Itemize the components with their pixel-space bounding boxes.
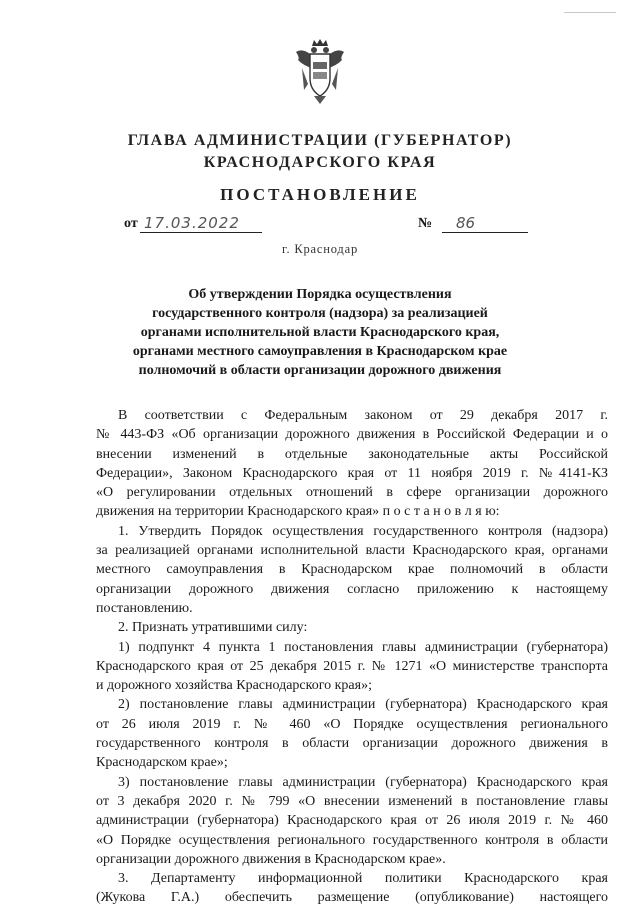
authority-line-2: КРАСНОДАРСКОГО КРАЯ — [203, 154, 437, 171]
city: г. Краснодар — [282, 242, 358, 256]
body-line: организации дорожного движения согласно приложению к настоящему — [96, 581, 608, 597]
body-line: постановлению. — [96, 600, 193, 616]
body-line: № 443-ФЗ «Об организации дорожного движения в Российской Федерации и о — [96, 427, 608, 443]
body-line: «О Порядке осуществления регионального государственного контроля в области — [96, 832, 608, 848]
title-line: органами местного самоуправления в Краснодарском крае — [132, 344, 508, 359]
body-line: от 3 декабря 2020 г. № 799 «О внесении изменений в постановление главы — [96, 793, 608, 809]
body-line: 1) подпункт 4 пункта 1 постановления главы администрации (губернатора) — [118, 639, 608, 655]
body-line: за реализацией органами исполнительной власти Краснодарского края, органами — [96, 543, 608, 559]
body-line: 3) постановление главы администрации (губернатора) Краснодарского края — [118, 774, 608, 790]
title-line: государственного контроля (надзора) за реализацией — [152, 306, 488, 321]
document-body — [96, 406, 608, 908]
number-value: 86 — [442, 214, 528, 233]
body-line: Краснодарского края от 25 декабря 2015 г. № 1271 «О министерстве транспорта — [96, 658, 608, 674]
body-line: от 26 июля 2019 г. № 460 «О Порядке осуществления регионального — [96, 716, 608, 732]
body-line: 1. Утвердить Порядок осуществления государственного контроля (надзора) — [118, 523, 608, 539]
issuing-authority — [0, 130, 640, 174]
body-line: государственного контроля в области организации дорожного движения в — [96, 736, 608, 752]
number-prefix: № — [418, 216, 433, 231]
scan-corner-mark — [564, 12, 616, 13]
body-line: 2) постановление главы администрации (губернатора) Краснодарского края — [118, 697, 608, 713]
document-title — [80, 285, 560, 380]
body-line: администрации (губернатора) Краснодарского края от 26 июля 2019 г. № 460 — [96, 813, 608, 829]
body-line: В соответствии с Федеральным законом от 29 декабря 2017 г. — [118, 408, 608, 423]
body-line: Краснодарском крае»; — [96, 755, 228, 771]
body-line: и дорожного хозяйства Краснодарского края»; — [96, 678, 372, 694]
body-line: «О регулировании отдельных отношений в сфере организации дорожного — [96, 485, 608, 501]
body-line: 3. Департаменту информационной политики Краснодарского края — [118, 871, 608, 887]
body-line: 2. Признать утратившими силу: — [118, 620, 308, 636]
title-line: Об утверждении Порядка осуществления — [188, 287, 452, 302]
date-value: 17.03.2022 — [140, 214, 262, 233]
date-prefix: от — [124, 216, 138, 231]
body-line: (Жукова Г.А.) обеспечить размещение (опубликование) настоящего — [96, 890, 608, 906]
body-line: внесении изменений в отдельные законодательные акты Российской — [96, 446, 608, 462]
body-line: местного самоуправления в Краснодарском крае полномочий в области — [96, 562, 608, 578]
title-line: полномочий в области организации дорожного движения — [138, 363, 502, 378]
date-number-row — [124, 214, 524, 236]
coat-of-arms-emblem — [292, 38, 348, 106]
body-line: организации дорожного движения в Краснодарском крае». — [96, 851, 446, 867]
title-line: органами исполнительной власти Краснодарского края, — [140, 325, 500, 340]
body-line: Федерации», Законом Краснодарского края от 11 ноября 2019 г. №4141-КЗ — [96, 465, 608, 481]
document-type: ПОСТАНОВЛЕНИЕ — [220, 185, 420, 204]
body-line: движения на территории Краснодарского края» п о с т а н о в л я ю: — [96, 504, 500, 520]
authority-line-1: ГЛАВА АДМИНИСТРАЦИИ (ГУБЕРНАТОР) — [127, 132, 513, 149]
